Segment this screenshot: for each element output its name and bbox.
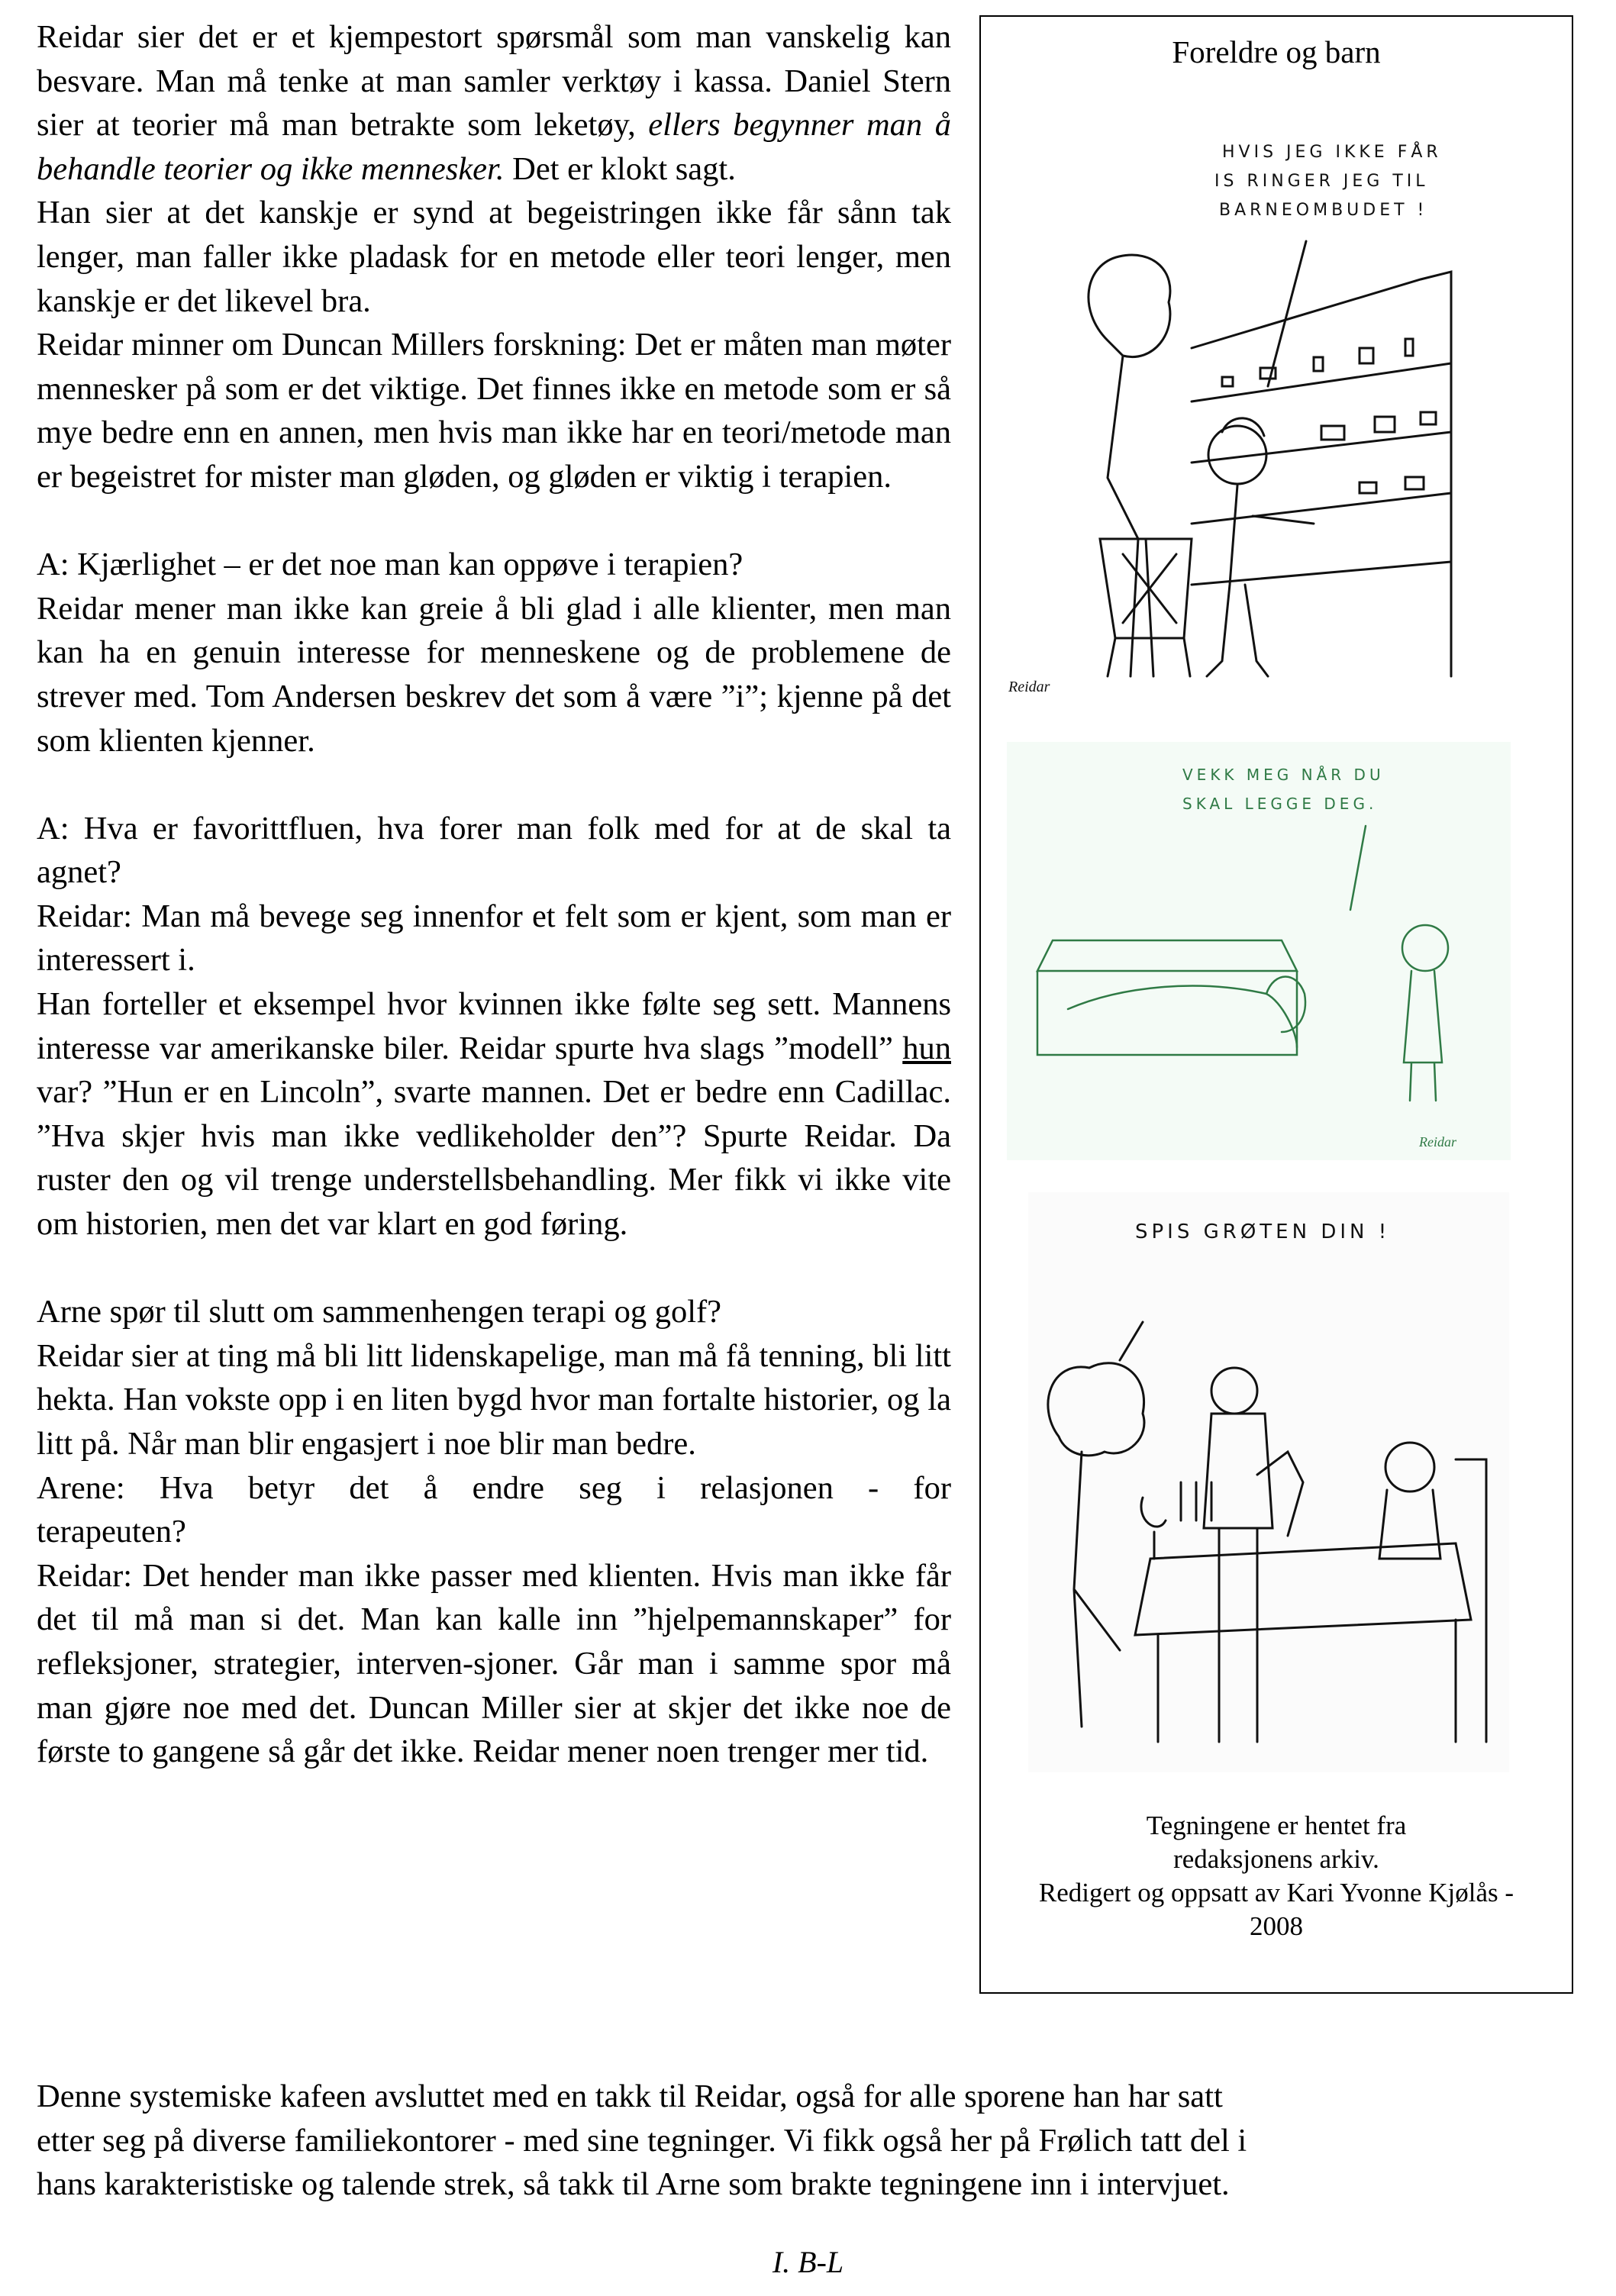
question: Arene: Hva betyr det å endre seg i relasjonen - for [37,1469,951,1506]
speech-text: IS RINGER JEG TIL [1214,172,1429,191]
table-legs [1158,1620,1456,1742]
box-caption: Tegningene er hentet fra redaksjonens arkiv. Redigert og oppsatt av Kari Yvonne Kjølås - 2008 [1038,1811,1514,1941]
shelves [1192,363,1451,585]
speech-text: HVIS JEG IKKE FÅR [1222,143,1442,162]
child-body [1404,971,1442,1101]
paragraph: Reidar minner om Duncan Millers forskning: Det er måten man møter mennesker på som er det viktige. Det finnes ikke en metode som er så mye bedre enn en annen, men hvis man ikke har en teori/metode man er begeistret for mister man gløden, og gløden er viktig i terapien. [37,327,951,495]
speech-line [1268,241,1306,386]
closing-paragraph: Denne systemiske kafeen avsluttet med en takk til Reidar, også for alle sporene han har satt etter seg på diverse familiekontorer - med sine tegninger. Vi fikk også her på Frølich tatt del i hans karakteristiske og talende strek, så takk til Arne som brakte tegningene inn i intervjuet. [37,2078,1247,2203]
speech-text: SKAL LEGGE DEG. [1182,795,1378,813]
wine-glass [1141,1498,1166,1559]
cartoon-sofa [1007,742,1511,1160]
article-column [37,15,951,1774]
speech-text: VEKK MEG NÅR DU [1182,766,1385,784]
italic-quote: ellers begynner man å behandle teorier og ikke mennesker. [37,107,951,187]
question: Arne spør til slutt om sammenhengen terapi og golf? [37,1294,722,1330]
paragraph: Reidar mener man ikke kan greie å bli glad i alle klienter, men man kan ha en genuin interesse for menneskene og de problemene de strever med. Tom Andersen beskrev det som å være ”i”; kjenne på det som klienten kjenner. [37,590,951,759]
paragraph: Reidar sier det er et kjempestort spørsmål som man vanskelig kan besvare. Man må tenke at man samler verktøy i kassa. Daniel Stern sier at teorier må man betrakte som leketøy, ellers begynner man å behandle teorier og ikke mennesker. Det er klokt sagt. [37,19,951,187]
woman-hair [1266,977,1305,1033]
child-body [1379,1490,1440,1559]
cartoon-shop [993,111,1520,704]
cartoon-dinner [1028,1192,1509,1772]
shelf-outline [1192,272,1451,676]
child-head [1402,925,1448,971]
waiter-body [1204,1414,1272,1742]
speech-line [1350,826,1366,910]
author-signature: I. B-L [772,2245,844,2279]
speech-text: BARNEOMBUDET ! [1219,201,1428,220]
box-title: Foreldre og barn [1172,34,1381,69]
speech-text: SPIS GRØTEN DIN ! [1135,1221,1391,1243]
waiter-head [1211,1368,1257,1414]
paragraph: Han forteller et eksempel hvor kvinnen ikke følte seg sett. Mannens interesse var amerikanske biler. Reidar spurte hva slags ”modell” hun var? ”Hun er en Lincoln”, svarte mannen. Det er bedre enn Cadillac. ”Hva skjer hvis man ikke vedlikeholder den”? Spurte Reidar. Da ruster den og vil trenge understellsbehandling. Mer fikk vi ikke vite om historien, men det var klart en god føring. [37,986,951,1243]
speech-line [1120,1322,1143,1360]
question: A: Hva er favorittfluen, hva forer man folk med for at de skal ta agnet? [37,810,951,891]
paragraph: Reidar sier at ting må bli litt lidenskapelige, man må få tenning, bli litt hekta. Han vokste opp i en liten bygd hvor man fortalte historier, og la litt på. Når man blir engasjert i noe blir man bedre. [37,1337,951,1462]
paragraph: Reidar: Det hender man ikke passer med klienten. Hvis man ikke får det til må man si det. Man kan kalle inn ”hjelpemannskaper” for refleksjoner, strategier, interven-sjoner. Går man i samme spor må man gjøre noe med det. Duncan Miller sier at skjer det ikke noe de første to gangene så går det ikke. Reidar mener noen trenger mer tid. [37,1557,951,1770]
shelf-goods [1222,339,1436,493]
wine-bottle [1257,1452,1303,1536]
child-pointing-arm [1253,516,1314,524]
woman-hair [1048,1363,1144,1456]
artist-signature: Reidar [1419,1134,1456,1150]
sleeping-woman [1068,986,1297,1047]
question-continued: terapeuten? [37,1514,186,1550]
chair [1456,1459,1486,1742]
child-head [1385,1443,1434,1491]
paragraph: Han sier at det kanskje er synd at begeistringen ikke får sånn tak lenger, man faller ikke pladask for en metode eller teori lenger, men kanskje er det likevel bra. [37,195,951,319]
question: A: Kjærlighet – er det noe man kan oppøve i terapien? [37,547,743,583]
sofa [1037,940,1297,1055]
woman-body [1074,1452,1120,1727]
illustration-box [979,15,1573,1994]
underlined-word: hun [902,1030,951,1066]
artist-signature: Reidar [1008,679,1050,695]
dining-table [1135,1543,1471,1635]
mother-hair [1089,255,1170,356]
paragraph: Reidar: Man må bevege seg innenfor et felt som er kjent, som man er interessert i. [37,898,951,979]
